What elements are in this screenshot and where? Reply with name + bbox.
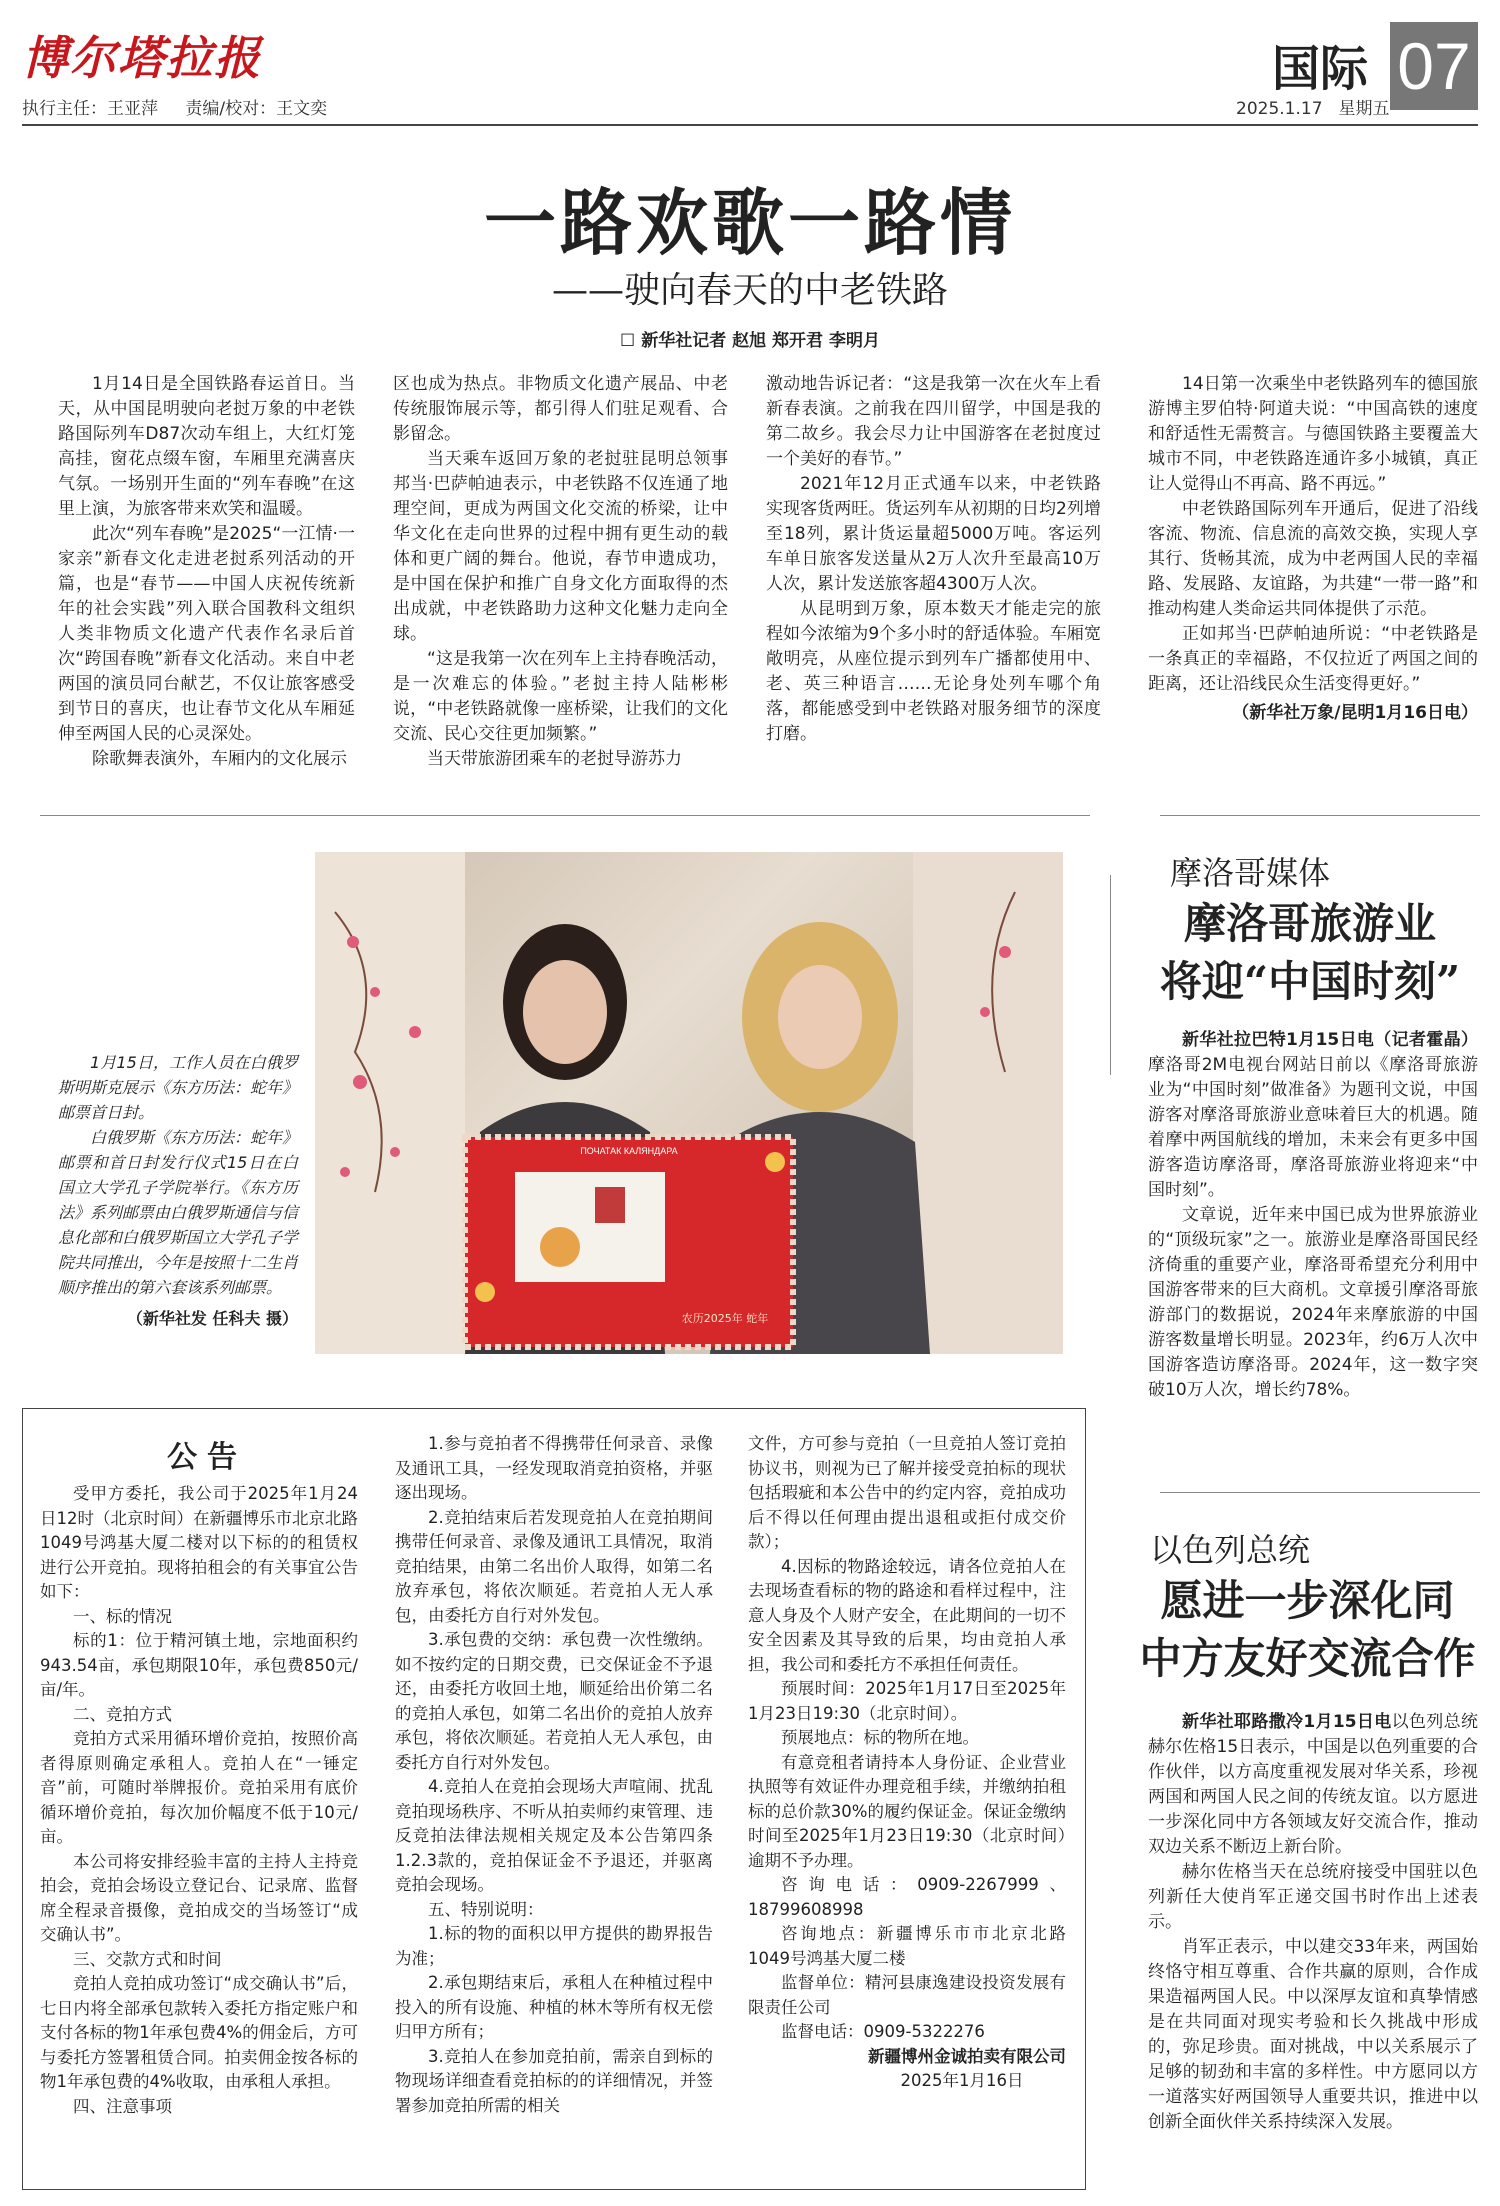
paragraph: 文件，方可参与竞拍（一旦竞拍人签订竞拍协议书，则视为已了解并接受竞拍标的现状包括瑕疵和本公告中的约定内容，竞拍成功后不得以任何理由提出退租或拒付成交价款）； (748, 1434, 1066, 1551)
article-dateline: （新华社万象/昆明1月16日电） (1232, 703, 1478, 723)
paragraph: 4.竞拍人在竞拍会现场大声喧闹、扰乱竞拍现场秩序、不听从拍卖师约束管理、违反竞拍法律法规相关规定及本公告第四条1.2.3款的，竞拍保证金不予退还，并驱离竞拍会现场。 (395, 1777, 713, 1894)
vertical-rule (1110, 875, 1111, 1075)
paragraph: 以色列总统赫尔佐格15日表示，中国是以色列重要的合作伙伴，以方高度重视发展对华关系，珍视两国和两国人民之间的传统友谊。以方愿进一步深化同中方各领域友好交流合作，推动双边关系不断迈上新台阶。 (1148, 1712, 1478, 1857)
paragraph: 2.承包期结束后，承租人在种植过程中投入的所有设施、种植的林木等所有权无偿归甲方所有； (395, 1973, 713, 2041)
photo-illustration (315, 852, 1063, 1354)
morocco-body (1148, 1028, 1478, 1403)
title-line: 将迎“中国时刻” (1159, 957, 1461, 1006)
paragraph: 受甲方委托，我公司于2025年1月24日12时（北京时间）在新疆博乐市北京北路1049号鸿基大厦二楼对以下标的的租赁权进行公开竞拍。现将拍租会的有关事宜公告如下： (40, 1484, 358, 1601)
paragraph: 咨询电话：0909-2267999、18799608998 (748, 1875, 1066, 1919)
weekday: 星期五 (1338, 99, 1390, 119)
morocco-kicker: 摩洛哥媒体 (1170, 854, 1331, 892)
israel-body (1148, 1710, 1478, 2135)
paragraph: 预展时间：2025年1月17日至2025年1月23日19:30（北京时间）。 (748, 1679, 1066, 1723)
paragraph: 肖军正表示，中以建交33年来，两国始终恪守相互尊重、合作共赢的原则，合作成果造福两国人民。中以深厚友谊和真挚情感是在共同面对现实考验和长久挑战中形成的，弥足珍贵。面对挑战，中以关系展示了足够的韧劲和丰富的多样性。中方愿同以方一道落实好两国领导人重要共识，推进中以创新全面伙伴关系持续深入发展。 (1148, 1937, 1478, 2132)
notice-column-1 (40, 1482, 358, 2119)
responsible-editor: 责编/校对：王文奕 (185, 99, 328, 119)
notice-title: 公告 (167, 1440, 247, 1475)
paragraph: 竞拍人竞拍成功签订“成交确认书”后，七日内将全部承包款转入委托方指定账户和支付各标的物1年承包费4%的佣金后，方可与委托方签署租赁合同。拍卖佣金按各标的物1年承包费的4%收取，由承租人承担。 (40, 1974, 358, 2091)
section-divider (40, 815, 1090, 816)
notice-signature: 新疆博州金诚拍卖有限公司 (868, 2046, 1066, 2066)
israel-lead: 新华社耶路撒冷1月15日电 (1182, 1712, 1392, 1732)
article-column-4 (1148, 372, 1478, 726)
title-line: 中方友好交流合作 (1139, 1634, 1476, 1683)
paragraph: 3.竞拍人在参加竞拍前，需亲自到标的物现场详细查看竞拍标的的详细情况，并签署参加竞拍所需的相关 (395, 2046, 713, 2115)
morocco-title (1140, 895, 1480, 1011)
title-line: 愿进一步深化同 (1160, 1576, 1455, 1625)
main-subhead: ——驶向春天的中老铁路 (551, 270, 948, 311)
paragraph: 3.承包费的交纳：承包费一次性缴纳。如不按约定的日期交费，已交保证金不予退还，由委托方收回土地，顺延给出价第二名的竞拍人承包，如第二名出价的竞拍人放弃承包，将依次顺延。若竞拍人无人承包，由委托方自行对外发包。 (395, 1630, 713, 1772)
paragraph: 摩洛哥2M电视台网站日前以《摩洛哥旅游业为“中国时刻”做准备》为题刊文说，中国游客对摩洛哥旅游业意味着巨大的机遇。随着摩中两国航线的增加，未来会有更多中国游客造访摩洛哥，摩洛哥旅游业将迎来“中国时刻”。 (1148, 1055, 1478, 1200)
title-line: 摩洛哥旅游业 (1183, 899, 1436, 948)
photo-caption (58, 1050, 298, 1331)
paragraph: 2021年12月正式通车以来，中老铁路实现客货两旺。货运列车从初期的日均2列增至18列，累计货运量超5000万吨。客运列车单日旅客发送量从2万人次升至最高10万人次，累计发送旅客超4300万人次。 (766, 474, 1101, 594)
paragraph: 监督单位：精河县康逸建设投资发展有限责任公司 (748, 1973, 1066, 2017)
paragraph: 此次“列车春晚”是2025“一江情·一家亲”新春文化走进老挝系列活动的开篇，也是“春节——中国人庆祝传统新年的社会实践”列入联合国教科文组织人类非物质文化遗产代表作名录后首次“跨国春晚”新春文化活动。来自中老两国的演员同台献艺，不仅让旅客感受到节日的喜庆，也让春节文化从车厢延伸至两国人民的心灵深处。 (58, 524, 355, 744)
header-rule (22, 124, 1478, 126)
morocco-lead: 新华社拉巴特1月15日电（记者霍晶） (1182, 1030, 1478, 1050)
paragraph: 中老铁路国际列车开通后，促进了沿线客流、物流、信息流的高效交换，实现人享其行、货畅其流，成为中老两国人民的幸福路、发展路、友谊路，为共建“一带一路”和推动构建人类命运共同体提供了示范。 (1148, 499, 1478, 619)
paragraph: 当天乘车返回万象的老挝驻昆明总领事邦当·巴萨帕迪表示，中老铁路不仅连通了地理空间，更成为两国文化交流的桥梁，让中华文化在走向世界的过程中拥有更生动的载体和更广阔的舞台。他说，春节申遗成功，是中国在保护和推广自身文化方面取得的杰出成就，中老铁路助力这种文化魅力走向全球。 (393, 449, 728, 644)
paragraph: 一、标的情况 (73, 1606, 172, 1626)
paragraph: 除歌舞表演外，车厢内的文化展示 (92, 749, 347, 769)
paragraph: 4.因标的物路途较远，请各位竞拍人在去现场查看标的物的路途和看样过程中，注意人身及个人财产安全，在此期间的一切不安全因素及其导致的后果，均由竞拍人承担，我公司和委托方不承担任何责任。 (748, 1556, 1066, 1674)
israel-kicker: 以色列总统 (1150, 1531, 1311, 1569)
masthead-title: 博尔塔拉报 (22, 31, 262, 85)
paragraph: 区也成为热点。非物质文化遗产展品、中老传统服饰展示等，都引得人们驻足观看、合影留念。 (393, 374, 728, 444)
card-top-text: ПОЧАТАК КАЛЯНДАРА (580, 1146, 678, 1156)
paragraph: 三、交款方式和时间 (73, 1949, 222, 1969)
paragraph: 预展地点：标的物所在地。 (781, 1728, 979, 1747)
paragraph: “这是我第一次在列车上主持春晚活动，是一次难忘的体验。”老挝主持人陆彬彬说，“中老铁路就像一座桥梁，让我们的文化交流、民心交往更加频繁。” (393, 649, 728, 744)
article-column-3 (766, 372, 1101, 747)
main-byline: ☐ 新华社记者 赵旭 郑开君 李明月 (620, 331, 880, 351)
paragraph: 有意竞租者请持本人身份证、企业营业执照等有效证件办理竞租手续，并缴纳拍租标的总价款30%的履约保证金。保证金缴纳时间至2025年1月23日19:30（北京时间）逾期不予办理。 (748, 1752, 1066, 1870)
paragraph: 标的1：位于精河镇土地，宗地面积约943.54亩，承包期限10年，承包费850元/亩/年。 (40, 1631, 358, 1699)
article-column-1 (58, 372, 355, 772)
caption-paragraph: 1月15日，工作人员在白俄罗斯明斯克展示《东方历法：蛇年》邮票首日封。 (58, 1053, 299, 1122)
paragraph: 2.竞拍结束后若发现竞拍人在竞拍期间携带任何录音、录像及通讯工具情况，取消竞拍结果，由第二名出价人取得，如第二名放弃承包，将依次顺延。若竞拍人无人承包，由委托方自行对外发包。 (395, 1507, 713, 1625)
photo-credit: （新华社发 任科夫 摄） (126, 1309, 298, 1328)
israel-title (1135, 1572, 1480, 1688)
caption-paragraph: 白俄罗斯《东方历法：蛇年》邮票和首日封发行仪式15日在白国立大学孔子学院举行。《东方历法》系列邮票由白俄罗斯通信与信息化部和白俄罗斯国立大学孔子学院共同推出，今年是按照十二生肖顺序推出的第六套该系列邮票。 (58, 1128, 299, 1297)
paragraph: 监督电话：0909-5322276 (781, 2022, 985, 2041)
main-headline: 一路欢歌一路情 (483, 180, 1016, 265)
paragraph: 正如邦当·巴萨帕迪所说：“中老铁路是一条真正的幸福路，不仅拉近了两国之间的距离，还让沿线民众生活变得更好。” (1148, 624, 1478, 694)
page-number: 07 (1390, 22, 1478, 110)
paragraph: 咨询地点：新疆博乐市市北京北路1049号鸿基大厦二楼 (748, 1924, 1066, 1968)
issue-date (1220, 94, 1390, 119)
paragraph: 竞拍方式采用循环增价竞拍，按照价高者得原则确定承租人。竞拍人在“一锤定音”前，可随时举牌报价。竞拍采用有底价循环增价竞拍，每次加价幅度不低于10元/亩。 (40, 1729, 358, 1846)
paragraph: 从昆明到万象，原本数天才能走完的旅程如今浓缩为9个多小时的舒适体验。车厢宽敞明亮，从座位提示到列车广播都使用中、老、英三种语言……无论身处列车哪个角落，都能感受到中老铁路对服务细节的深度打磨。 (766, 599, 1101, 744)
sidebar-divider (1160, 815, 1480, 816)
paragraph: 赫尔佐格当天在总统府接受中国驻以色列新任大使肖军正递交国书时作出上述表示。 (1148, 1862, 1478, 1932)
notice-column-2 (395, 1432, 713, 2118)
paragraph: 五、特别说明： (428, 1899, 544, 1919)
news-photo (315, 852, 1063, 1354)
paragraph: 本公司将安排经验丰富的主持人主持竞拍会，竞拍会场设立登记台、记录席、监督席全程录音摄像，竞拍成交的当场签订“成交确认书”。 (40, 1851, 358, 1944)
paragraph: 二、竞拍方式 (73, 1704, 172, 1724)
card-bottom-text: 农历2025年 蛇年 (681, 1312, 769, 1325)
notice-date: 2025年1月16日 (900, 2071, 1024, 2090)
paragraph: 四、注意事项 (73, 2096, 172, 2116)
section-name: 国际 (1272, 41, 1369, 97)
editors-line (22, 94, 349, 119)
paragraph: 1月14日是全国铁路春运首日。当天，从中国昆明驶向老挝万象的中老铁路国际列车D87次动车组上，大红灯笼高挂，窗花点缀车窗，车厢里充满喜庆气氛。一场别开生面的“列车春晚”在这里上演，为旅客带来欢笑和温暖。 (58, 374, 355, 519)
executive-editor: 执行主任：王亚萍 (22, 99, 158, 119)
article-column-2 (393, 372, 728, 772)
paragraph: 1.标的物的面积以甲方提供的勘界报告为准； (395, 1924, 713, 1968)
paragraph: 1.参与竞拍者不得携带任何录音、录像及通讯工具，一经发现取消竞拍资格，并驱逐出现场。 (395, 1434, 713, 1502)
paragraph: 文章说，近年来中国已成为世界旅游业的“顶级玩家”之一。旅游业是摩洛哥国民经济倚重的重要产业，摩洛哥希望充分利用中国游客带来的巨大商机。文章援引摩洛哥旅游部门的数据说，2024年来摩旅游的中国游客数量增长明显。2023年，约6万人次中国游客造访摩洛哥。2024年，这一数字突破10万人次，增长约78%。 (1148, 1205, 1478, 1400)
date: 2025.1.17 (1236, 99, 1323, 119)
sidebar-divider (1160, 1492, 1480, 1493)
paragraph: 14日第一次乘坐中老铁路列车的德国旅游博主罗伯特·阿道夫说：“中国高铁的速度和舒适性无需赘言。与德国铁路主要覆盖大城市不同，中老铁路连通许多小城镇，真正让人觉得山不再高、路不再远。” (1148, 374, 1478, 494)
paragraph: 激动地告诉记者：“这是我第一次在火车上看新春表演。之前我在四川留学，中国是我的第二故乡。我会尽力让中国游客在老挝度过一个美好的春节。” (766, 374, 1101, 469)
paragraph: 当天带旅游团乘车的老挝导游苏力 (427, 749, 682, 769)
notice-column-3 (748, 1432, 1066, 2094)
